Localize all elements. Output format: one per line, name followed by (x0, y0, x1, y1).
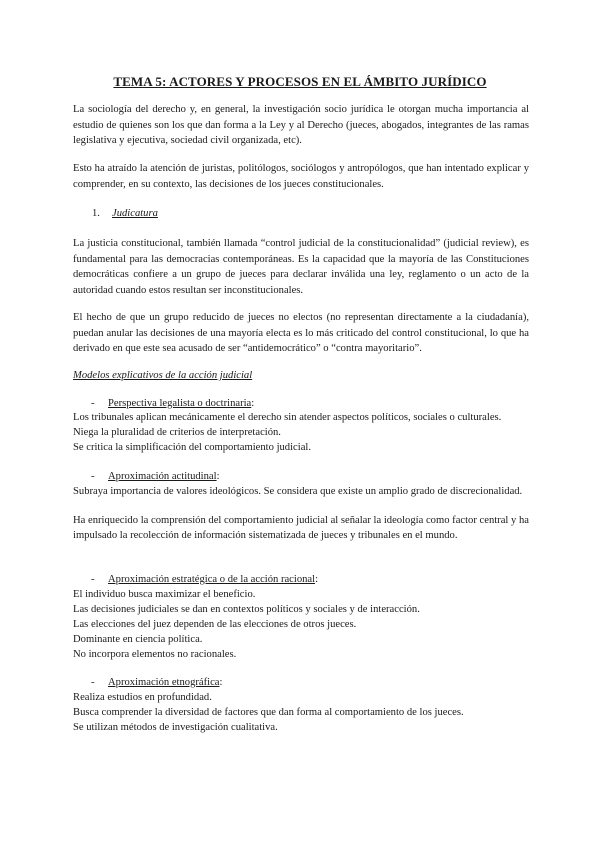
model-line: Subraya importancia de valores ideológicos. Se considera que existe un amplio grado de discrecionalidad. (73, 486, 523, 497)
model-line: Las decisiones judiciales se dan en contextos políticos y sociales y de interacción. (73, 604, 420, 615)
model-line: Las elecciones del juez dependen de las elecciones de otros jueces. (73, 619, 357, 630)
intro-paragraph-1: La sociología del derecho y, en general, la investigación socio jurídica le otorgan mucha importancia al estudio de quienes son los que dan forma a la Ley y al Derecho (jueces, abogados, integrantes de las ramas legislativa y ejecutiva, sociedad civil organizada, etc). (73, 104, 529, 147)
model-line: Se critica la simplificación del comportamiento judicial. (73, 442, 311, 453)
model-label: Perspectiva legalista o doctrinaria (108, 398, 252, 409)
section-heading-judicatura (92, 206, 158, 221)
model-label: Aproximación etnográfica (108, 677, 220, 688)
intro-paragraph-2: Esto ha atraído la atención de juristas, politólogos, sociólogos y antropólogos, que han intentado explicar y comprender, en su contexto, las decisiones de los jueces constitucionales. (73, 163, 529, 190)
model-line: El individuo busca maximizar el beneficio. (73, 589, 256, 600)
model-line: Realiza estudios en profundidad. (73, 692, 212, 703)
model-label: Aproximación actitudinal (108, 471, 217, 482)
model-bullet-legalista: - Perspectiva legalista o doctrinaria: (91, 398, 255, 409)
page-title: TEMA 5: ACTORES Y PROCESOS EN EL ÁMBITO JURÍDICO (113, 74, 487, 89)
models-heading: Modelos explicativos de la acción judicial (73, 370, 253, 381)
section-number: 1. (92, 208, 100, 219)
model-line: Dominante en ciencia política. (73, 634, 203, 645)
model-bullet-estrategica: - Aproximación estratégica o de la acción racional: (91, 574, 319, 585)
section-title: Judicatura (112, 208, 158, 219)
model-bullet-actitudinal: - Aproximación actitudinal: (91, 471, 220, 482)
model-label: Aproximación estratégica o de la acción racional (108, 574, 316, 585)
model-line: Ha enriquecido la comprensión del comportamiento judicial al señalar la ideología como factor central y ha impulsado la recolección de información sistematizada de jueces y tribunales en el mundo. (73, 515, 529, 541)
model-line: No incorpora elementos no racionales. (73, 649, 237, 660)
model-bullet-etnografica: - Aproximación etnográfica: (91, 677, 223, 688)
model-line: Se utilizan métodos de investigación cualitativa. (73, 722, 278, 733)
model-line: Busca comprender la diversidad de factores que dan forma al comportamiento de los jueces. (73, 707, 464, 718)
model-line: Los tribunales aplican mecánicamente el derecho sin atender aspectos políticos, sociales o culturales. (73, 412, 502, 423)
model-line: Niega la pluralidad de criterios de interpretación. (73, 427, 281, 438)
judicatura-paragraph-2: El hecho de que un grupo reducido de jueces no electos (no representan directamente a la ciudadanía), puedan anular las decisiones de una mayoría electa es lo más criticado del control constitucional, lo que ha derivado en que este sea acusado de ser “antidemocrático” o “contra mayoritario”. (73, 312, 529, 355)
judicatura-paragraph-1: La justicia constitucional, también llamada “control judicial de la constitucionalidad” (judicial review), es fundamental para las democracias contemporáneas. Es la capacidad que la mayoría de las Constituciones democráticas confiere a un grupo de jueces para declarar inválida una ley, reglamento o un acto de la autoridad cuando estos resultan ser inconstitucionales. (73, 238, 529, 296)
